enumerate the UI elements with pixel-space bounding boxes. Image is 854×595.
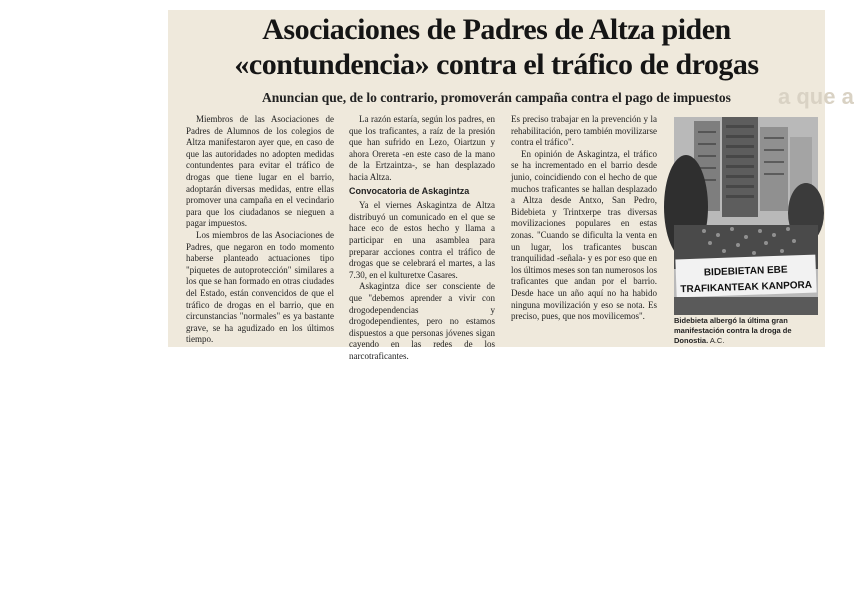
article-column-3	[511, 114, 657, 323]
photo-credit: A.C.	[709, 336, 725, 345]
banner-text-line-1: BIDEBIETAN EBE	[703, 264, 788, 279]
paragraph: Miembros de las Asociaciones de Padres de Alumnos de los colegios de Altza manifestaron ayer que, en caso de que las autoridades no adopten medidas contundentes para evitar el tráfico de drogas que tiene lugar en el barrio, adoptarán diversas medidas, entre ellas promover una campaña en el vecindario para que los ciudadanos se nieguen a pagar impuestos.	[186, 114, 334, 229]
photo-illustration	[674, 117, 818, 315]
paragraph: Ya el viernes Askagintza de Altza distribuyó un comunicado en el que se hace eco de estos hecho y llama a participar en una asamblea para preparar acciones contra el tráfico de drogas que se celebrará el martes, a las 7.30, en el kulturetxe Casares.	[349, 200, 495, 280]
paragraph: Askagintza dice ser consciente de que "debemos aprender a vivir con drogodependencias y drogodependientes, pero no estamos dispuestos a que personas jóvenes sigan cayendo en las redes de los narcotraficantes.	[349, 281, 495, 361]
article-column-2	[349, 114, 495, 362]
subheadline: Anuncian que, de lo contrario, promoverán campaña contra el pago de impuestos	[262, 90, 731, 105]
paragraph: Es preciso trabajar en la prevención y la rehabilitación, pero también movilizarse contra el tráfico".	[511, 114, 657, 148]
newspaper-clipping	[168, 10, 854, 361]
photo-caption	[674, 316, 820, 346]
paragraph: Los miembros de las Asociaciones de Padres, que negaron en todo momento haberse planteado actuaciones tipo "piquetes de autoprotección" similares a los que se han formado en otras ciudades del Estado, están convencidos de que el tráfico de drogas en el barrio, que en circunstancias "normales" es ya bastante grave, se ha agudizado en los últimos tiempo.	[186, 229, 334, 345]
article-column-1	[186, 114, 334, 346]
banner-text-line-2: TRAFIKANTEAK KANPORA	[680, 279, 813, 296]
demonstration-photo	[674, 117, 818, 315]
headline-line-1: Asociaciones de Padres de Altza piden	[262, 13, 731, 46]
bleed-through-text: a que a	[778, 84, 854, 109]
paragraph: La razón estaría, según los padres, en que los traficantes, a raíz de la presión que han sufrido en Lezo, Oiartzun y ahora Orereta -en este caso de la mano de la Ertzaintza-, se han desplazado hacia Altza.	[349, 114, 495, 182]
section-subhead: Convocatoria de Askagintza	[349, 185, 470, 196]
headline-line-2: «contundencia» contra el tráfico de drogas	[234, 48, 759, 81]
paragraph: En opinión de Askagintza, el tráfico se ha incrementado en el barrio desde junio, coincidiendo con el hecho de que muchos traficantes se hallan desplazado a Altza desde Antxo, San Pedro, Bidebieta y Trintxerpe tras diversas movilizaciones populares en estas zonas. "Cuando se dificulta la venta en un lugar, los traficantes buscan tranquilidad -señala- y es por eso que en los últimos meses son tan numerosos los traficantes que andan por el barrio. Desde hace un año aquí no ha habido ninguna movilización y eso se nota. Es preciso, pues, que nos movilicemos".	[511, 148, 657, 322]
caption-text: Bidebieta albergó la última gran manifestación contra la droga de Donostia.	[674, 316, 792, 345]
